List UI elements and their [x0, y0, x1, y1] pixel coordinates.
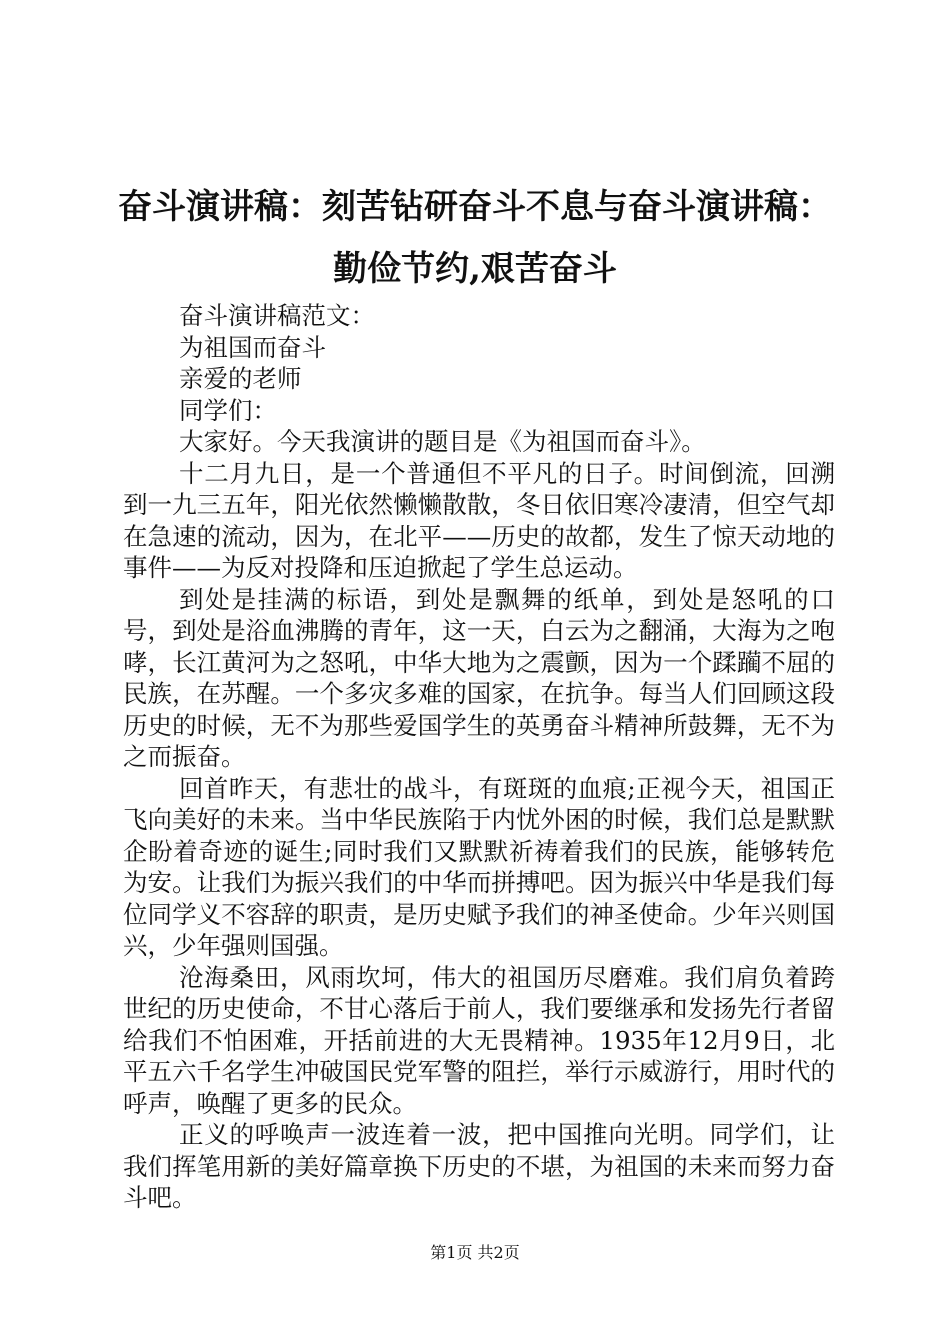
- intro-line-salutation-teachers: 亲爱的老师: [179, 364, 302, 393]
- intro-line-topic: 为祖国而奋斗: [179, 332, 326, 362]
- page-number-footer: 第1页 共2页: [430, 1243, 520, 1262]
- body-paragraph: 正义的呼唤声一波连着一波，把中国推向光明。同学们，让我们挥笔用新的美好篇章换下历史的不堪，为祖国的未来而努力奋斗吧。: [123, 1120, 835, 1212]
- title-line-2: 勤俭节约,艰苦奋斗: [333, 249, 617, 289]
- document-body: [123, 300, 835, 1214]
- body-paragraph: 到处是挂满的标语，到处是飘舞的纸单，到处是怒吼的口号，到处是浴血沸腾的青年，这一天，白云为之翻涌，大海为之咆哮，长江黄河为之怒吼，中华大地为之震颤，因为一个蹂躏不屈的民族，在苏醒。一个多灾多难的国家，在抗争。每当人们回顾这段历史的时候，无不为那些爱国学生的英勇奋斗精神所鼓舞，无不为之而振奋。: [123, 584, 835, 771]
- intro-line-greeting: 大家好。今天我演讲的题目是《为祖国而奋斗》。: [179, 427, 706, 456]
- intro-line-salutation-students: 同学们：: [179, 395, 277, 425]
- intro-line-heading: 奋斗演讲稿范文：: [179, 301, 375, 330]
- title-line-1: 奋斗演讲稿：刻苦钻研奋斗不息与奋斗演讲稿：: [118, 187, 832, 227]
- body-paragraph: 回首昨天，有悲壮的战斗，有斑斑的血痕;正视今天，祖国正飞向美好的未来。当中华民族陷于内忧外困的时候，我们总是默默企盼着奇迹的诞生;同时我们又默默祈祷着我们的民族，能够转危为安。让我们为振兴我们的中华而拼搏吧。因为振兴中华是我们每位同学义不容辞的职责，是历史赋予我们的神圣使命。少年兴则国兴，少年强则国强。: [123, 773, 835, 960]
- body-paragraph: 沧海桑田，风雨坎坷，伟大的祖国历尽磨难。我们肩负着跨世纪的历史使命，不甘心落后于前人，我们要继承和发扬先行者留给我们不怕困难，开括前进的大无畏精神。1935年12月9日，北平五六千名学生冲破国民党军警的阻拦，举行示威游行，用时代的呼声，唤醒了更多的民众。: [123, 962, 835, 1118]
- body-paragraph: 十二月九日，是一个普通但不平凡的日子。时间倒流，回溯到一九三五年，阳光依然懒懒散散，冬日依旧寒冷凄清，但空气却在急速的流动，因为，在北平——历史的故都，发生了惊天动地的事件——为反对投降和压迫掀起了学生总运动。: [123, 458, 835, 582]
- document-title: [100, 176, 850, 300]
